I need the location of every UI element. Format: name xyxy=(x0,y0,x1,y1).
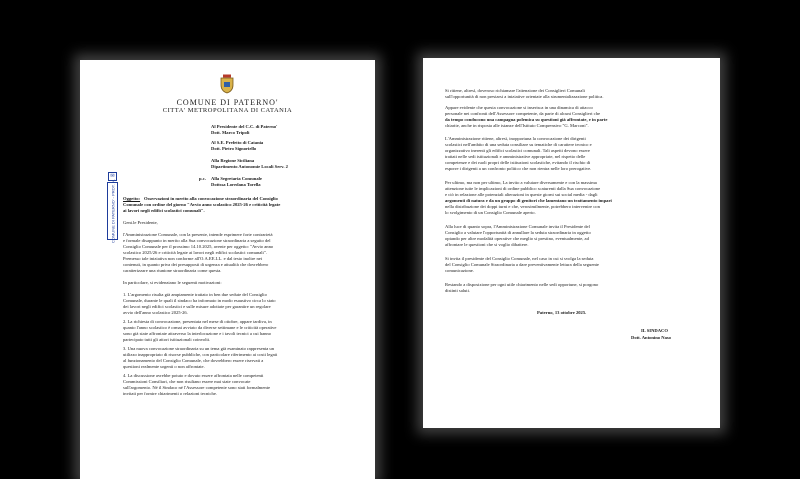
point-line: 2. La richiesta di convocazione, presentata nel mese di ottobre, appare tardiva, in xyxy=(123,319,272,324)
point-line: quanto l'anno scolastico è ormai avviato da diverse settimane e le criticità operative xyxy=(123,325,277,330)
signature-title: IL SINDACO xyxy=(641,328,668,333)
body-line: del Consiglio Comunale Straordinaria a dare preventivamente lettura della seguente xyxy=(445,262,599,267)
body-line: esporre i dirigenti a un confronto politico che non rientra nelle loro prerogative. xyxy=(445,166,592,171)
body-line: personale nei confronti dell'Assessore competente, da parte di alcuni Consiglieri che xyxy=(445,111,601,116)
protocol-stamp-text: COMUNE DI PATERNO' - PROT. N. xyxy=(110,179,115,243)
body-line: chiarite, anche in risposta alle istanze dell'Istituto Comprensivo "G. Marconi". xyxy=(445,123,589,128)
body-line: contenuti, in quanto priva dei presupposti di urgenza e attualità che dovrebbero xyxy=(123,262,269,267)
subject-label: Oggetto: xyxy=(123,196,141,201)
salutation: Gent.le Presidente, xyxy=(123,220,158,225)
point-line: Comunale, durante le quali il sindaco ha informato in modo esaustivo circa lo stato xyxy=(123,298,276,303)
protocol-stamp-icon: ✉ xyxy=(108,172,117,181)
point-line: 1. L'argomento risulta già ampiamente trattato in ben due sedute del Consiglio xyxy=(123,292,267,297)
body-line: e formale disappunto in merito alla Sua convocazione straordinaria a seguito del xyxy=(123,238,271,243)
motivations-intro: In particolare, si evidenziano le seguenti motivazioni: xyxy=(123,280,222,285)
point-line: dei lavori negli edifici scolastici e sulle misure adottate per garantire un regolare xyxy=(123,304,271,309)
body-line: Si invita il presidente del Consiglio Comunale, nel caso in cui si svolga la seduta xyxy=(445,256,594,261)
point-line: partecipato tutti gli attori istituzionali coinvolti. xyxy=(123,337,211,342)
point-line: sono già state affrontate attraverso la interlocuzione e i tavoli tecnici a cui hanno xyxy=(123,331,272,336)
body-line: affrontare le questioni che si voglio dibattere. xyxy=(445,242,529,247)
body-line: scolastico 2025/26 e criticità legate ai lavori negli edifici scolastici comunali". xyxy=(123,250,267,255)
point-line: sull'argomento. Né il Sindaco né l'Assessore competente sono stati formalmente xyxy=(123,385,271,390)
date-line: Paterno, 13 ottobre 2025. xyxy=(537,310,587,315)
letter-page-2 xyxy=(423,58,720,428)
body-line: caratterizzare una riunione straordinaria come questa. xyxy=(123,268,222,273)
body-line: nella distribuzione dei doppi turni e che, verosimilmente, potrebbero intervenire con xyxy=(445,204,600,209)
body-line: competenze e dei ruoli propri delle istituzioni scolastiche, evitando il rischio di xyxy=(445,160,591,165)
recipient-line: Dipartimento Autonomie Locali Serv. 2 xyxy=(211,164,288,169)
body-line: Appare evidente che questa convocazione si inserisca in una dinamica di attacco xyxy=(445,105,593,110)
letter-page-1 xyxy=(80,60,375,479)
cc-label: p.c. xyxy=(199,176,206,181)
body-line: trattati nelle sedi istituzionali e amministrative appropriate, nel rispetto delle xyxy=(445,154,586,159)
body-line: da tempo conducono una campagna polemica su questioni già affrontate, e in parte xyxy=(445,117,608,122)
municipality-title: COMUNE DI PATERNO' xyxy=(176,98,279,107)
body-line: Alla luce di quanto sopra, l'Amministrazione Comunale invita il Presidente del xyxy=(445,224,590,229)
cc-recipient-line: Dottssa Loredana Torella xyxy=(211,182,261,187)
point-line: 3. Una nuova convocazione straordinaria su un tema già esaminato rappresenta un xyxy=(123,346,275,351)
subject-line: ai lavori negli edifici scolastici comunali". xyxy=(123,208,205,213)
point-line: al funzionamento del Consiglio Comunale, che dovrebbero essere riservati a xyxy=(123,358,264,363)
point-line: Commissioni Consiliari, che non risultano essere mai state convocate xyxy=(123,379,251,384)
subject-line: Osservazioni in merito alla convocazione straordinaria del Consiglio xyxy=(144,196,278,201)
body-line: organizzativo inerenti gli edifici scolastici comunali. Tali aspetti devono essere xyxy=(445,148,590,153)
body-line: Consiglio a valutare l'opportunità di annullare la seduta straordinaria in oggetto xyxy=(445,230,591,235)
protocol-stamp xyxy=(107,179,118,243)
municipal-crest-icon xyxy=(219,74,235,94)
point-line: invitati per fornire chiarimenti o relazioni tecniche. xyxy=(123,391,218,396)
point-line: questioni realmente urgenti o non affrontate. xyxy=(123,364,205,369)
body-line: sull'opportunità di non prestarsi a iniziative orientate alla strumentalizzazione politica. xyxy=(445,94,604,99)
body-line: e ciò in relazione alle potenziali alterazioni in queste giorni sui social media - dagli xyxy=(445,192,598,197)
cc-recipient-line: Alla Segretaria Comunale xyxy=(211,176,262,181)
subject-line: Comunale con ordine del giorno "Avvio anno scolastico 2025-26 e criticità legate xyxy=(123,202,281,207)
body-line: lo svolgimento di un Consiglio Comunale aperto. xyxy=(445,210,536,215)
body-line: argomenti di natura e da un gruppo di genitori che lamentano un trattamento impari xyxy=(445,198,612,203)
body-line: scolastici nell'ambito di una seduta consiliare su tematiche di carattere tecnico e xyxy=(445,142,592,147)
signature-name: Dott. Antonino Naso xyxy=(631,335,671,340)
body-line: distinti saluti. xyxy=(445,288,471,293)
body-line: L'Amministrazione ritiene, altresì, inopportuna la convocazione dei dirigenti xyxy=(445,136,586,141)
recipient-line: Alla Regione Siciliana xyxy=(211,158,255,163)
body-line: attenzione tutte le implicazioni di ordine pubblico scaturenti dalla Sua convocazione xyxy=(445,186,601,191)
recipient-line: Dott. Pietro Signoriello xyxy=(211,146,257,151)
recipient-line: Dott. Marco Tripoli xyxy=(211,130,250,135)
body-line: Restando a disposizione per ogni utile chiarimento nelle sedi opportune, si porgono xyxy=(445,282,599,287)
recipient-line: Al Presidente del C.C. di Paterno' xyxy=(211,124,278,129)
body-line: Si ritiene, altresì, doveroso richiamare l'attenzione dei Consiglieri Comunali xyxy=(445,88,585,93)
body-line: Consiglio Comunale per il prossimo 14.10.2025, avente per oggetto: "Avvio anno xyxy=(123,244,274,249)
recipient-line: Al S.E. Prefetto di Catania xyxy=(211,140,264,145)
body-line: comunicazione. xyxy=(445,268,474,273)
point-line: 4. La discussione avrebbe potuto e dovuto essere affrontata nelle competenti xyxy=(123,373,264,378)
point-line: avvio dell'anno scolastico 2025-26. xyxy=(123,310,188,315)
point-line: utilizzo inappropriato di risorse pubbliche, con particolare riferimento ai costi legati xyxy=(123,352,278,357)
body-line: Premesso tale iniziativa non conforme all'O.A.EE.LL. e dal testo inoltre nei xyxy=(123,256,263,261)
body-line: optando per altre modalità operative che meglio si prestino, eventualmente, ad xyxy=(445,236,589,241)
body-line: Per ultimo, ma non per ultimo, La invito a valutare diversamente e con la massima xyxy=(445,180,597,185)
body-line: l'Amministrazione Comunale, con la presente, intende esprimere forte contrarietà xyxy=(123,232,273,237)
municipality-subtitle: CITTA' METROPOLITANA DI CATANIA xyxy=(162,107,293,114)
